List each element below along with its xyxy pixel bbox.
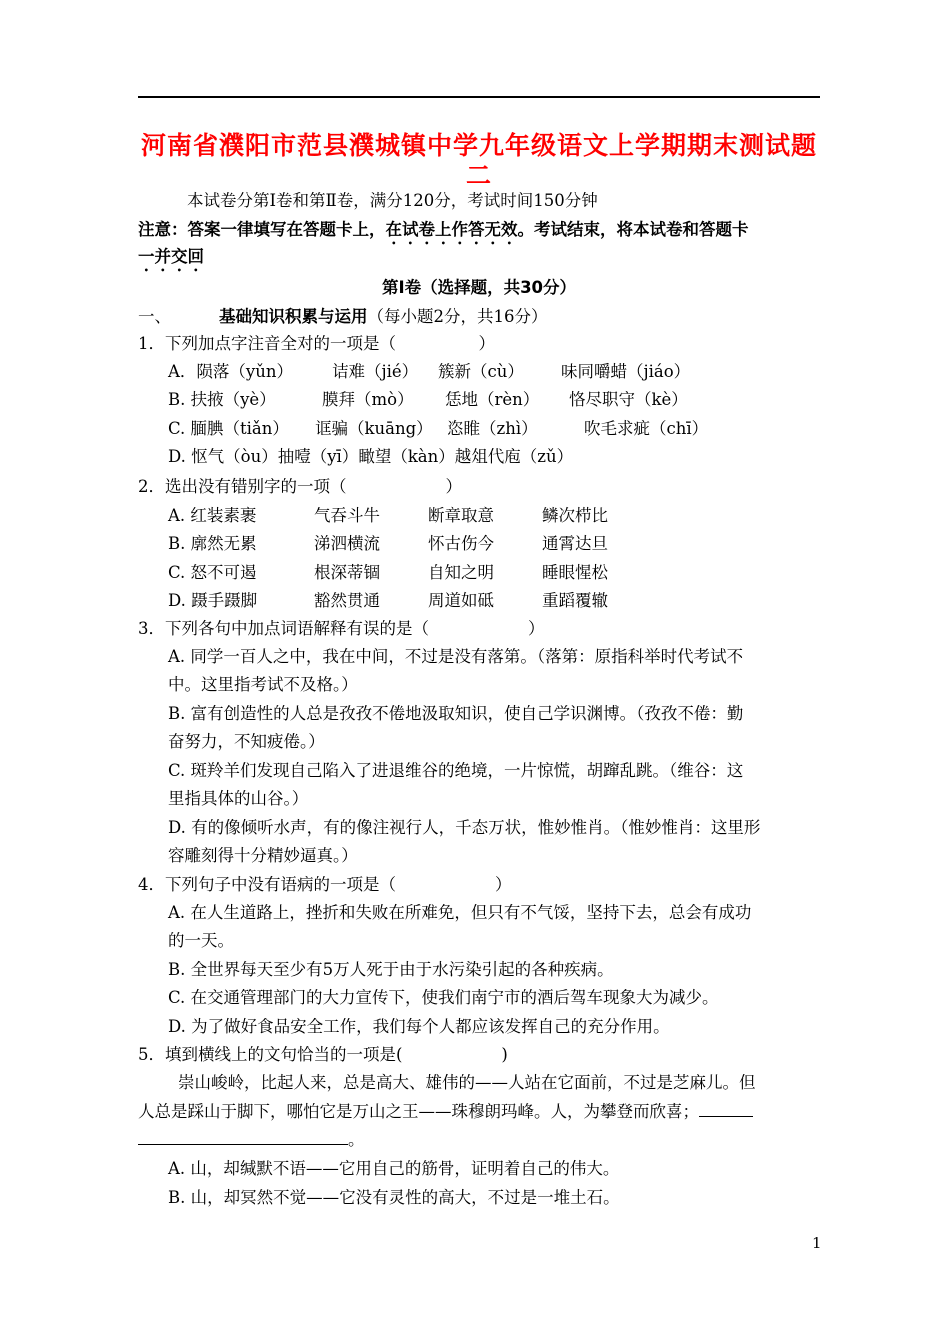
question-1-option-a [168, 361, 858, 383]
q2-b-1: B. 廓然无累 [168, 534, 257, 553]
q4-line-1: A. 在人生道路上，挫折和失败在所难免，但只有不气馁，坚持下去，总会有成功 [168, 903, 752, 922]
question-1-option-c [168, 418, 858, 440]
q2-c-4: 睡眼惺松 [542, 563, 608, 582]
q2-b-3: 怀古伤今 [428, 534, 494, 553]
question-5-stem: 5．填到横线上的文句恰当的一项是( ) [138, 1045, 508, 1064]
q3-line-6: 里指具体的山谷。） [168, 789, 309, 808]
question-2-option-b [168, 533, 858, 555]
q3-line-8: 容雕刻得十分精妙逼真。） [168, 846, 358, 865]
q3-line-4: 奋努力，不知疲倦。） [168, 732, 325, 751]
q4-line-4: C. 在交通管理部门的大力宣传下，使我们南宁市的酒后驾车现象大为减少。 [168, 988, 719, 1007]
q1-a-1: A．陨落（yǔn） [168, 362, 293, 381]
notice-dotted-2: 一并交回 [138, 247, 204, 266]
q1-d-3: 瞰望（kàn） [358, 447, 455, 466]
notice-text-2: 。考试结束，将本试卷和答题卡 [517, 220, 749, 239]
q1-b-4: 恪尽职守（kè） [569, 390, 688, 409]
q2-c-1: C. 怒不可遏 [168, 563, 257, 582]
q4-line-3: B. 全世界每天至少有5万人死于由于水污染引起的各种疾病。 [168, 960, 614, 979]
page-number: 1 [812, 1234, 822, 1252]
q2-d-3: 周道如砥 [428, 591, 494, 610]
question-1-option-d [168, 446, 858, 468]
header-rule [138, 96, 820, 98]
part-title: 基础知识积累与运用 [219, 307, 368, 326]
q2-b-2: 涕泗横流 [314, 534, 380, 553]
q1-b-3: 恁地（rèn） [445, 390, 540, 409]
question-2-stem: 2．选出没有错别字的一项（ ） [138, 477, 462, 496]
q1-b-2: 膜拜（mò） [322, 390, 414, 409]
page-title: 河南省濮阳市范县濮城镇中学九年级语文上学期期末测试题二 [140, 131, 817, 190]
q5-passage-3 [138, 1129, 828, 1151]
answer-blank-2 [138, 1130, 348, 1145]
q4-line-5: D. 为了做好食品安全工作，我们每个人都应该发挥自己的充分作用。 [168, 1017, 670, 1036]
q1-c-1: C. 腼腆（tiǎn） [168, 419, 289, 438]
q2-d-1: D. 蹑手蹑脚 [168, 591, 258, 610]
q4-line-2: 的一天。 [168, 931, 234, 950]
q3-line-3: B. 富有创造性的人总是孜孜不倦地汲取知识，使自己学识渊博。（孜孜不倦：勤 [168, 704, 744, 723]
q1-d-4: 越俎代庖（zǔ） [454, 447, 574, 466]
q1-c-4: 吹毛求疵（chī） [584, 419, 709, 438]
q5-passage-3-end: 。 [348, 1130, 365, 1149]
notice-label: 注意： [138, 220, 188, 239]
q3-line-1: A. 同学一百人之中，我在中间，不过是没有落第。（落第：原指科举时代考试不 [168, 647, 744, 666]
q1-d-2: 抽噎（yī） [277, 447, 359, 466]
q3-line-7: D. 有的像倾听水声，有的像注视行人，千态万状，惟妙惟肖。（惟妙惟肖：这里形 [168, 818, 761, 837]
q2-c-2: 根深蒂锢 [314, 563, 380, 582]
notice-line-2 [138, 246, 828, 275]
q2-b-4: 通霄达旦 [542, 534, 608, 553]
q3-line-5: C. 斑羚羊们发现自己陷入了进退维谷的绝境，一片惊慌，胡蹿乱跳。（维谷：这 [168, 761, 744, 780]
q3-line-2: 中。这里指考试不及格。） [168, 675, 358, 694]
notice-line-1 [138, 219, 828, 248]
q2-d-2: 豁然贯通 [314, 591, 380, 610]
part-number: 一、 [138, 307, 171, 326]
q2-a-1: A. 红装素裹 [168, 506, 257, 525]
section-title: 第Ⅰ卷（选择题，共30分） [381, 278, 577, 297]
q2-c-3: 自知之明 [428, 563, 494, 582]
part-heading [138, 306, 828, 328]
part-note: （每小题2分，共16分） [367, 307, 548, 326]
question-1-stem: 1．下列加点字注音全对的一项是（ ） [138, 334, 495, 353]
question-2-option-d [168, 590, 858, 612]
notice-text: 答案一律填写在答题卡上， [187, 220, 386, 239]
q5-passage-1: 崇山峻岭，比起人来，总是高大、雄伟的——人站在它面前，不过是芝麻儿。但 [178, 1073, 756, 1092]
q1-a-3: 簇新（cù） [438, 362, 524, 381]
q1-a-4: 味同嚼蜡（jiáo） [561, 362, 691, 381]
q1-c-2: 诓骗（kuāng） [315, 419, 433, 438]
q5-passage-2 [138, 1101, 828, 1123]
answer-blank-1 [699, 1102, 753, 1117]
question-2-option-a [168, 505, 858, 527]
question-1-option-b [168, 389, 858, 411]
notice-dotted-1: 在试卷上作答无效 [385, 220, 518, 239]
q5-option-b: B. 山，却冥然不觉——它没有灵性的高大，不过是一堆土石。 [168, 1188, 620, 1207]
q2-a-2: 气吞斗牛 [314, 506, 380, 525]
q1-b-1: B. 扶掖（yè） [168, 390, 276, 409]
q1-a-2: 诘难（jié） [332, 362, 419, 381]
q2-a-4: 鳞次栉比 [542, 506, 608, 525]
q5-passage-2-text: 人总是踩山于脚下，哪怕它是万山之王——珠穆朗玛峰。人，为攀登而欣喜； [138, 1102, 699, 1121]
exam-intro: 本试卷分第Ⅰ卷和第Ⅱ卷，满分120分，考试时间150分钟 [187, 191, 598, 210]
q1-c-3: 恣睢（zhì） [447, 419, 538, 438]
q2-a-3: 断章取意 [428, 506, 494, 525]
q5-option-a: A. 山，却缄默不语——它用自己的筋骨，证明着自己的伟大。 [168, 1159, 620, 1178]
q1-d-1: D. 怄气（òu） [168, 447, 278, 466]
question-3-stem: 3．下列各句中加点词语解释有误的是（ ） [138, 619, 545, 638]
question-2-option-c [168, 562, 858, 584]
q2-d-4: 重蹈覆辙 [542, 591, 608, 610]
question-4-stem: 4．下列句子中没有语病的一项是（ ） [138, 875, 512, 894]
